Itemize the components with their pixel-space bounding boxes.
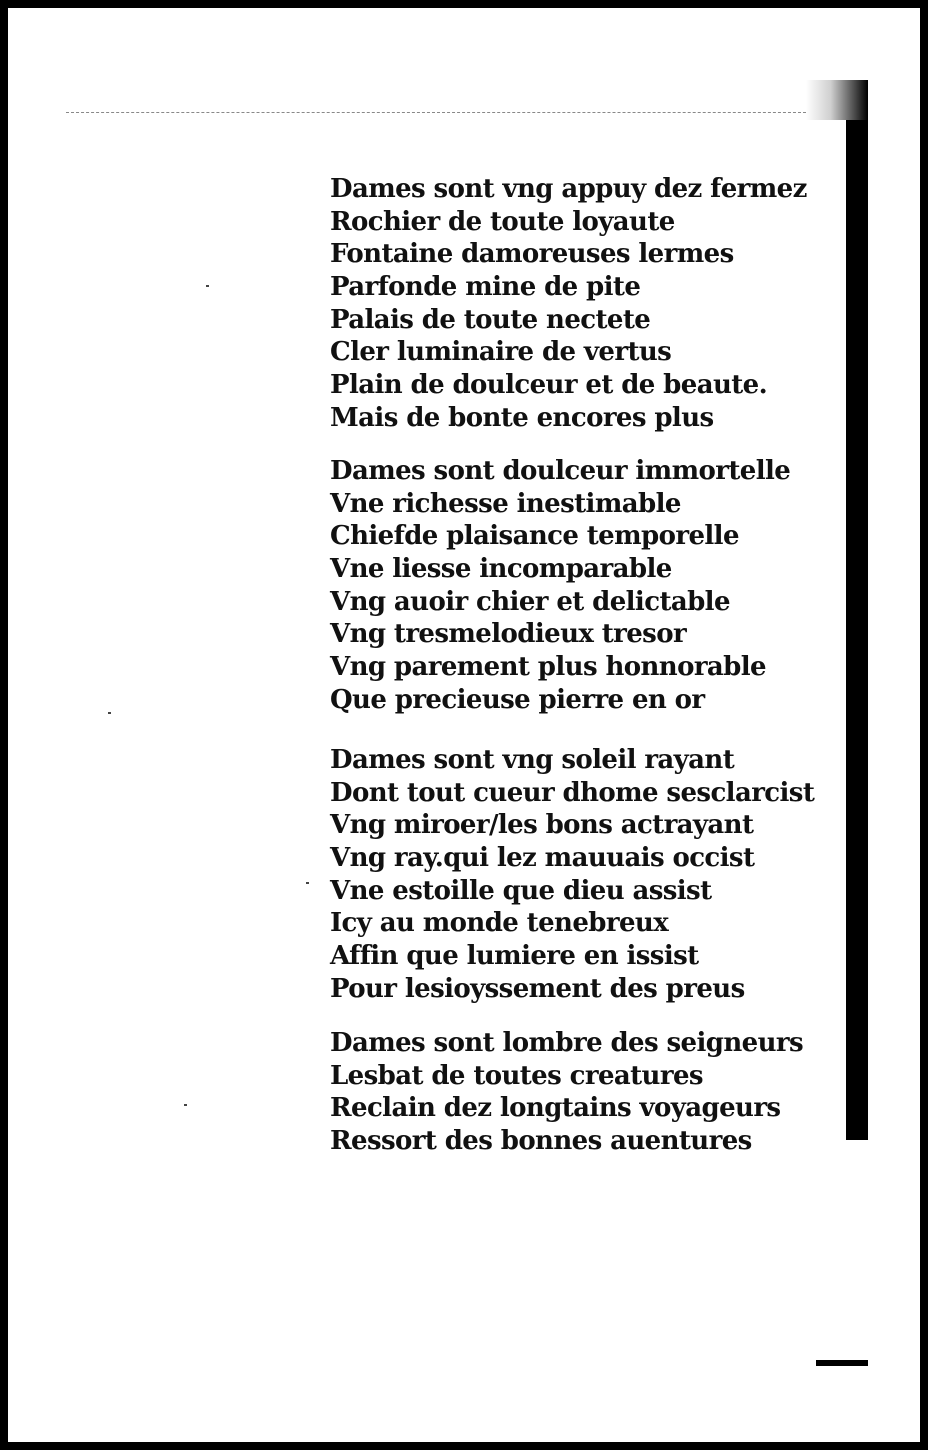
verse-line: Mais de bonte encores plus <box>330 402 714 433</box>
verse-line: Cler luminaire de vertus <box>330 337 672 368</box>
verse-line: Vng parement plus honnorable <box>330 652 766 683</box>
verse-line: Reclain dez longtains voyageurs <box>330 1093 781 1124</box>
ink-speck <box>184 1104 187 1106</box>
stanza-1 <box>330 173 807 435</box>
verse-line: Dames sont lombre des seigneurs <box>330 1028 804 1058</box>
verse-line: Chiefde plaisance temporelle <box>330 521 739 552</box>
verse-line: Plain de doulceur et de beaute. <box>330 370 768 401</box>
scan-corner-shadow <box>806 80 868 120</box>
verse-line: Vne richesse inestimable <box>330 488 681 519</box>
verse-line: Dames sont vng appuy dez fermez <box>330 174 807 204</box>
verse-line: Parfonde mine de pite <box>330 272 641 303</box>
verse-line: Ressort des bonnes auentures <box>330 1126 752 1157</box>
verse-line: Pour lesioyssement des preus <box>330 973 745 1004</box>
stanza-3 <box>330 744 814 1006</box>
verse-line: Dames sont vng soleil rayant <box>330 745 735 775</box>
verse-line: Vng miroer/les bons actrayant <box>330 810 754 841</box>
top-rule <box>66 112 806 113</box>
stanza-2 <box>330 455 790 717</box>
page-spine-shadow <box>846 120 868 1140</box>
verse-line: Vng tresmelodieux tresor <box>330 619 687 650</box>
verse-line: Icy au monde tenebreux <box>330 908 669 939</box>
verse-line: Vne estoille que dieu assist <box>330 875 712 906</box>
ink-speck <box>306 882 309 884</box>
book-page <box>8 8 920 1442</box>
verse-line: Dames sont doulceur immortelle <box>330 456 791 486</box>
verse-line: Que precieuse pierre en or <box>330 684 705 715</box>
verse-line: Rochier de toute loyaute <box>330 206 675 237</box>
verse-line: Vng ray.qui lez mauuais occist <box>330 843 755 874</box>
verse-line: Fontaine damoreuses lermes <box>330 239 734 270</box>
verse-line: Vng auoir chier et delictable <box>330 586 730 617</box>
scan-bottom-mark <box>816 1360 868 1366</box>
verse-line: Vne liesse incomparable <box>330 554 672 585</box>
verse-line: Affin que lumiere en issist <box>330 941 699 972</box>
verse-line: Lesbat de toutes creatures <box>330 1060 703 1091</box>
verse-line: Palais de toute nectete <box>330 304 651 335</box>
verse-line: Dont tout cueur dhome sesclarcist <box>330 777 815 808</box>
stanza-4 <box>330 1027 803 1158</box>
ink-speck <box>108 712 111 714</box>
ink-speck <box>206 285 209 287</box>
